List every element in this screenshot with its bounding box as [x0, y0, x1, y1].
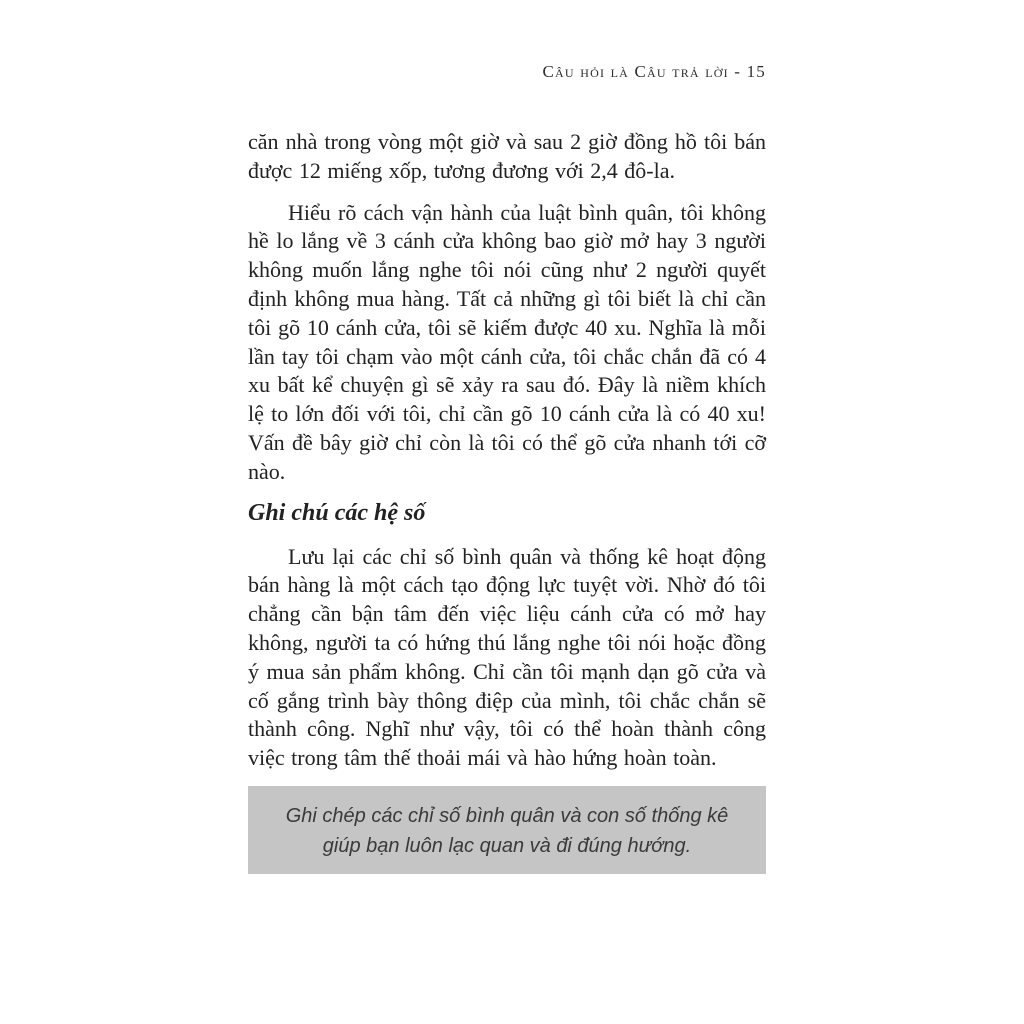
body-text	[248, 128, 766, 874]
paragraph: Hiểu rõ cách vận hành của luật bình quân, tôi không hề lo lắng về 3 cánh cửa không bao giờ mở hay 3 người không muốn lắng nghe tôi nói cũng như 2 người quyết định không mua hàng. Tất cả những gì tôi biết là chỉ cần tôi gõ 10 cánh cửa, tôi sẽ kiếm được 40 xu. Nghĩa là mỗi lần tay tôi chạm vào một cánh cửa, tôi chắc chắn đã có 4 xu bất kể chuyện gì sẽ xảy ra sau đó. Đây là niềm khích lệ to lớn đối với tôi, chỉ cần gõ 10 cánh cửa là có 40 xu! Vấn đề bây giờ chỉ còn là tôi có thể gõ cửa nhanh tới cỡ nào.	[248, 199, 766, 484]
quote-text: Ghi chép các chỉ số bình quân và con số thống kê giúp bạn luôn lạc quan và đi đúng hướng.	[285, 804, 729, 857]
quote-box	[248, 786, 766, 874]
content-column	[248, 62, 766, 874]
paragraph-continuation: căn nhà trong vòng một giờ và sau 2 giờ đồng hồ tôi bán được 12 miếng xốp, tương đương với 2,4 đô-la.	[248, 129, 766, 183]
paragraph: Lưu lại các chỉ số bình quân và thống kê hoạt động bán hàng là một cách tạo động lực tuyệt vời. Nhờ đó tôi chẳng cần bận tâm đến việc liệu cánh cửa có mở hay không, người ta có hứng thú lắng nghe tôi nói hoặc đồng ý mua sản phẩm không. Chỉ cần tôi mạnh dạn gõ cửa và cố gắng trình bày thông điệp của mình, tôi chắc chắn sẽ thành công. Nghĩ như vậy, tôi có thể hoàn thành công việc trong tâm thế thoải mái và hào hứng hoàn toàn.	[248, 543, 766, 771]
running-header: Câu hỏi là Câu trả lời - 15	[542, 62, 766, 81]
section-heading: Ghi chú các hệ số	[248, 499, 426, 526]
